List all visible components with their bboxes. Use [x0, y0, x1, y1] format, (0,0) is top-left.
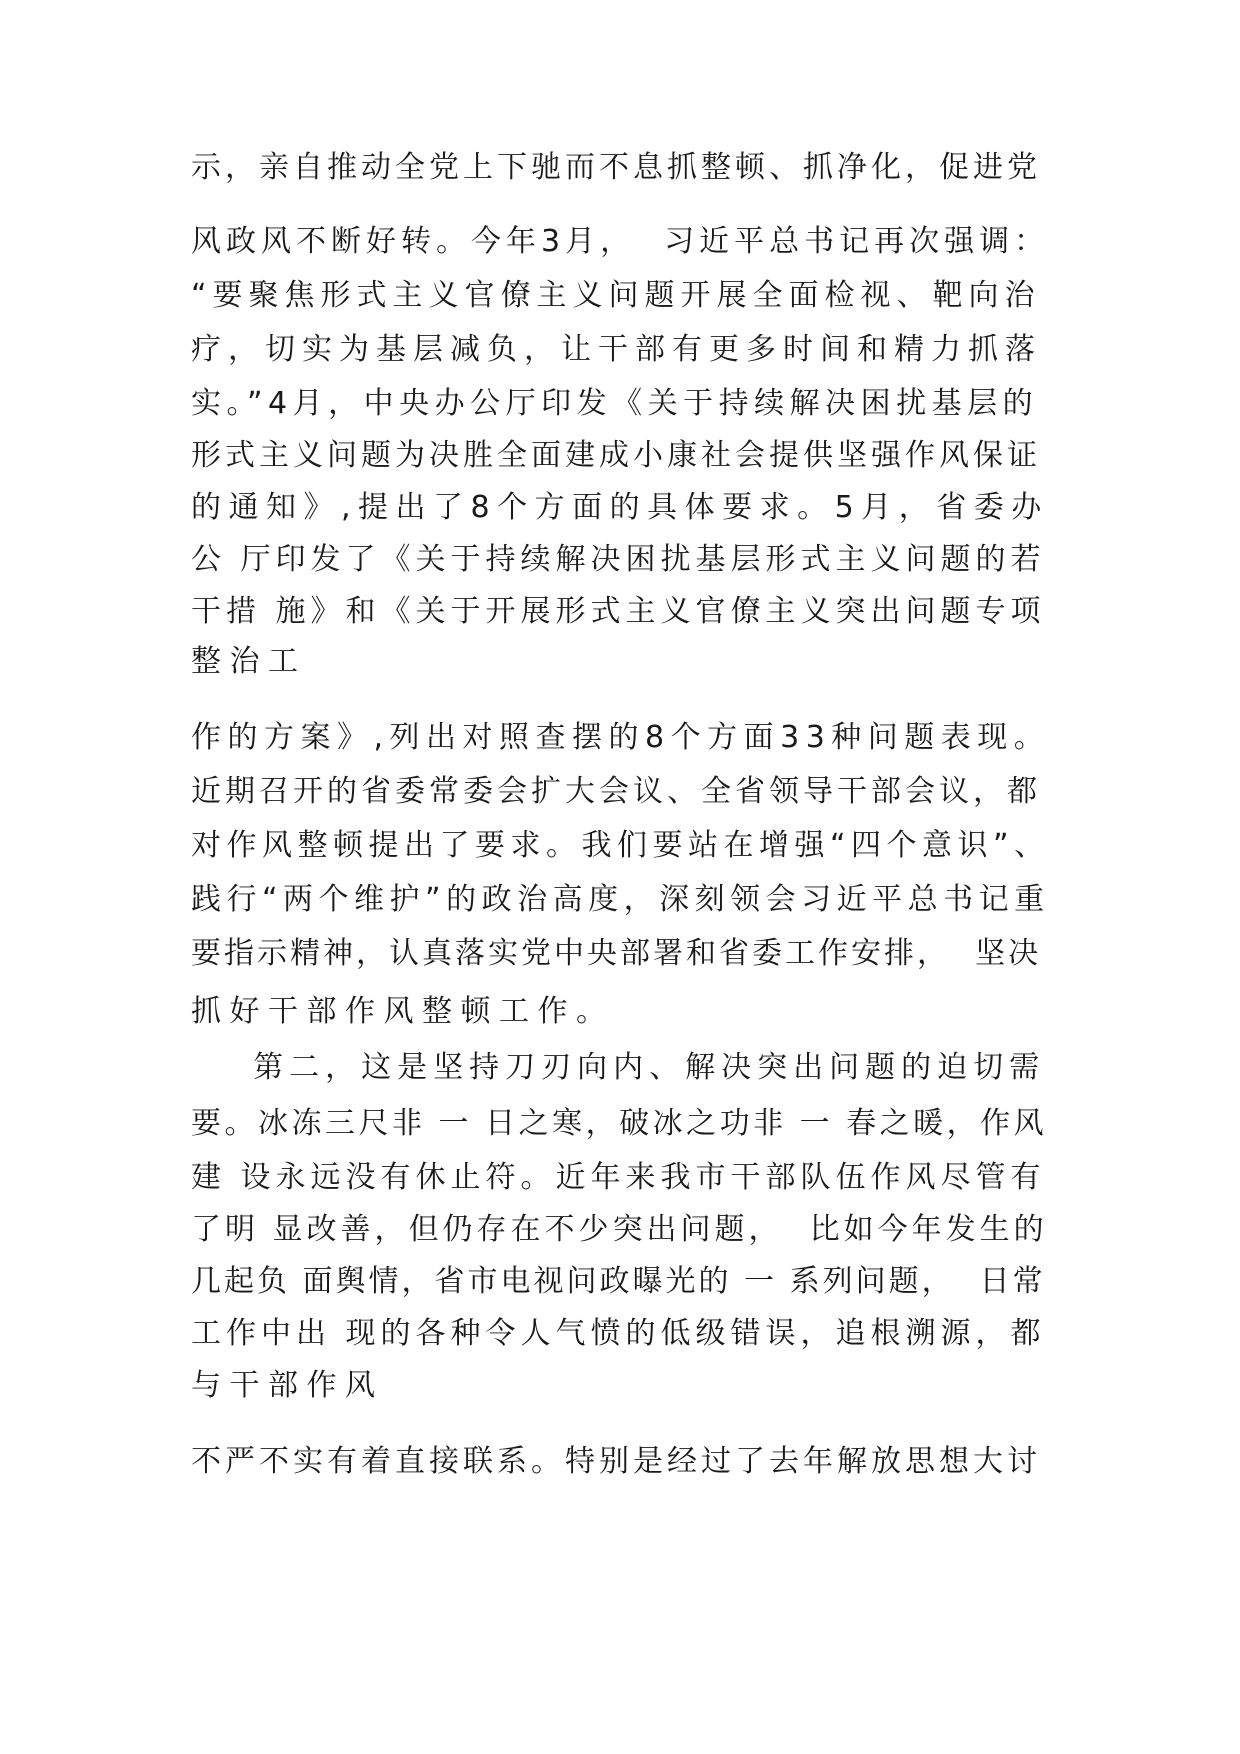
text-line: 不严不实有着直接联系。特别是经过了去年解放思想大讨 — [191, 1444, 1041, 1479]
text-line: 要。冰冻三尺非 一 日之寒，破冰之功非 一 春之暖，作风 — [191, 1106, 1048, 1141]
text-line: 整治工 — [191, 644, 307, 679]
text-line: 实。”4月，中央办公厅印发《关于持续解决困扰基层的 — [191, 386, 1039, 421]
text-line: 要指示精神，认真落实党中央部署和省委工作安排， 坚决 — [191, 936, 1042, 971]
text-line: 干措 施》和《关于开展形式主义官僚主义突出问题专项 — [191, 594, 1046, 629]
text-line: 近期召开的省委常委会扩大会议、全省领导干部会议，都 — [191, 774, 1041, 809]
text-line: 风政风不断好转。今年3月， 习近平总书记再次强调： — [191, 224, 1050, 259]
text-line: 践行“两个维护”的政治高度，深刻领会习近平总书记重 — [191, 882, 1050, 917]
text-line: 第二，这是坚持刀刃向内、解决突出问题的迫切需 — [191, 1050, 1046, 1085]
text-line: 与干部作风 — [191, 1368, 384, 1403]
text-line: 作的方案》,列出对照查摆的8个方面33种问题表现。 — [191, 720, 1051, 755]
text-line: “要聚焦形式主义官僚主义问题开展全面检视、靶向治 — [191, 278, 1041, 313]
text-line: 抓好干部作风整顿工作。 — [191, 994, 615, 1029]
text-line: 疗，切实为基层减负，让干部有更多时间和精力抓落 — [191, 332, 1042, 367]
text-line: 了明 显改善，但仍存在不少突出问题， 比如今年发生的 — [191, 1212, 1048, 1247]
text-line: 形式主义问题为决胜全面建成小康社会提供坚强作风保证 — [191, 438, 1041, 473]
text-line: 工作中出 现的各种令人气愤的低级错误，追根溯源，都 — [191, 1316, 1046, 1351]
text-line: 建 设永远没有休止符。近年来我市干部队伍作风尽管有 — [191, 1160, 1046, 1195]
text-line: 公 厅印发了《关于持续解决困扰基层形式主义问题的若 — [191, 542, 1046, 577]
text-line: 示，亲自推动全党上下驰而不息抓整顿、抓净化，促进党 — [191, 150, 1041, 185]
text-line: 的通知》,提出了8个方面的具体要求。5月，省委办 — [191, 490, 1049, 525]
text-line: 几起负 面舆情，省市电视问政曝光的 一 系列问题， 日常 — [191, 1264, 1046, 1299]
text-line: 对作风整顿提出了要求。我们要站在增强“四个意识”、 — [191, 828, 1050, 863]
